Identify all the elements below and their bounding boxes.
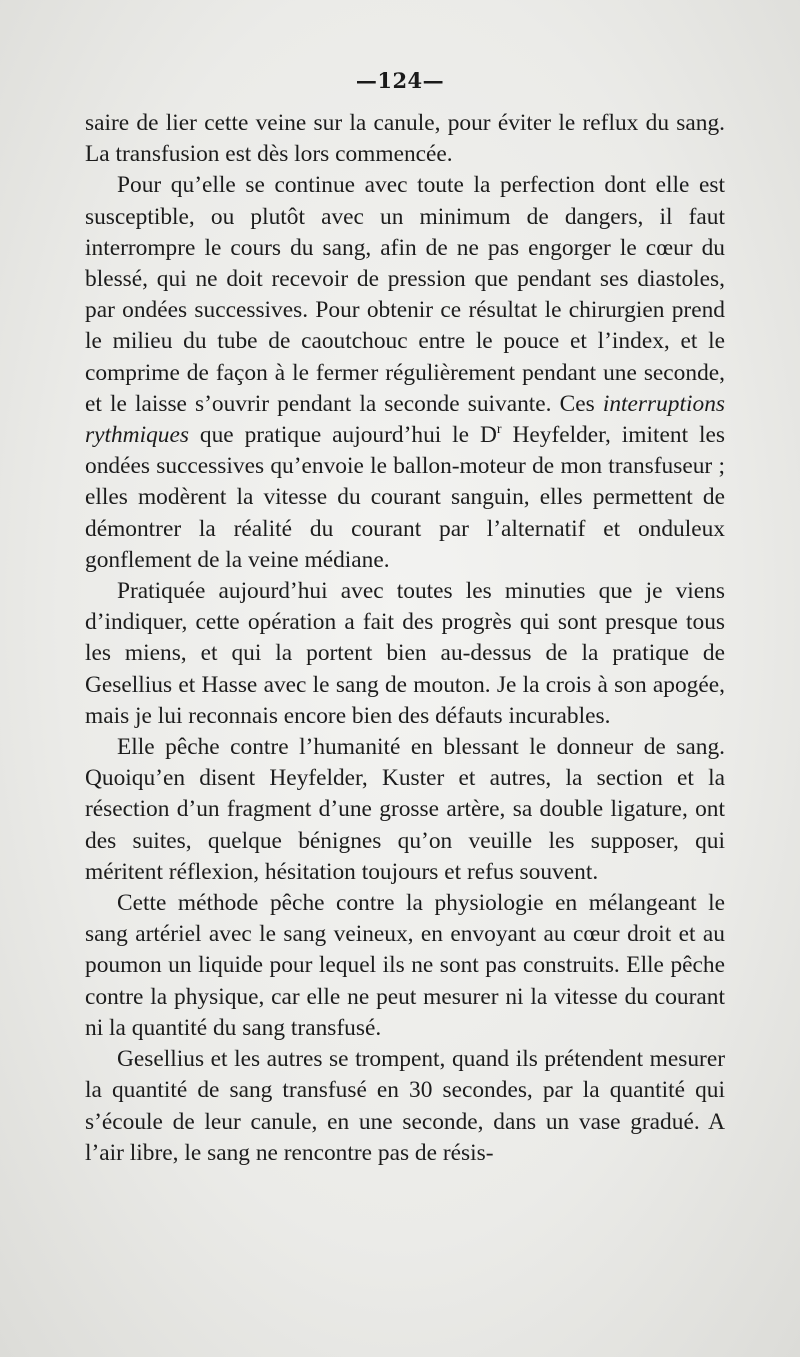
- paragraph-text-after: Heyfelder, imitent les ondées successives qu’envoie le ballon-moteur de mon transfuseur ; elles modèrent la vitesse du courant sanguin, elles permettent de démontrer la réalité du courant par l’alternatif et onduleux gonflement de la veine médiane.: [85, 422, 725, 573]
- italic-term: interruptions rythmiques: [85, 390, 725, 449]
- paragraph-text-middle: que pratique aujourd’hui le D: [188, 422, 497, 449]
- superscript-abbrev: r: [496, 422, 502, 438]
- paragraph-continued: saire de lier cette veine sur la canule, pour éviter le reflux du sang. La transfusion est dès lors commencée.: [85, 110, 725, 168]
- body-text: [85, 108, 725, 1169]
- page-number: —124—: [355, 68, 445, 93]
- paragraph-physiology: Cette méthode pêche contre la physiologie en mélangeant le sang artériel avec le sang veineux, en envoyant au cœur droit et au poumon un liquide pour lequel ils ne sont pas construits. Elle pêche contre la physique, car elle ne peut mesurer ni la vitesse du courant ni la quantité du sang transfusé.: [85, 890, 725, 1041]
- paragraph-transfusion-rhythm: [85, 170, 725, 576]
- paragraph-humanity: Elle pêche contre l’humanité en blessant le donneur de sang. Quoiqu’en disent Heyfelder, Kuster et autres, la section et la résection d’un fragment d’une grosse artère, sa double ligature, ont des suites, quelque bénignes qu’on veuille les supposer, qui méritent réflexion, hésitation toujours et refus souvent.: [85, 734, 725, 885]
- paragraph-progress: Pratiquée aujourd’hui avec toutes les minuties que je viens d’indiquer, cette opération a fait des progrès qui sont presque tous les miens, et qui la portent bien au-dessus de la pratique de Gesellius et Hasse avec le sang de mouton. Je la crois à son apogée, mais je lui reconnais encore bien des défauts incurables.: [85, 578, 725, 729]
- paragraph-text-before-italic: Pour qu’elle se continue avec toute la perfection dont elle est susceptible, ou plutôt avec un minimum de dangers, il faut interrompre le cours du sang, afin de ne pas engorger le cœur du blessé, qui ne doit recevoir de pression que pendant ses diastoles, par ondées successives. Pour obtenir ce résultat le chirurgien prend le milieu du tube de caoutchouc entre le pouce et l’index, et le comprime de façon à le fermer régulièrement pendant une seconde, et le laisse s’ouvrir pendant la seconde suivante. Ces: [85, 172, 725, 417]
- paragraph-gesellius: Gesellius et les autres se trompent, quand ils prétendent mesurer la quantité de sang transfusé en 30 secondes, par la quantité qui s’écoule de leur canule, en une seconde, dans un vase gradué. A l’air libre, le sang ne rencontre pas de résis-: [85, 1046, 725, 1166]
